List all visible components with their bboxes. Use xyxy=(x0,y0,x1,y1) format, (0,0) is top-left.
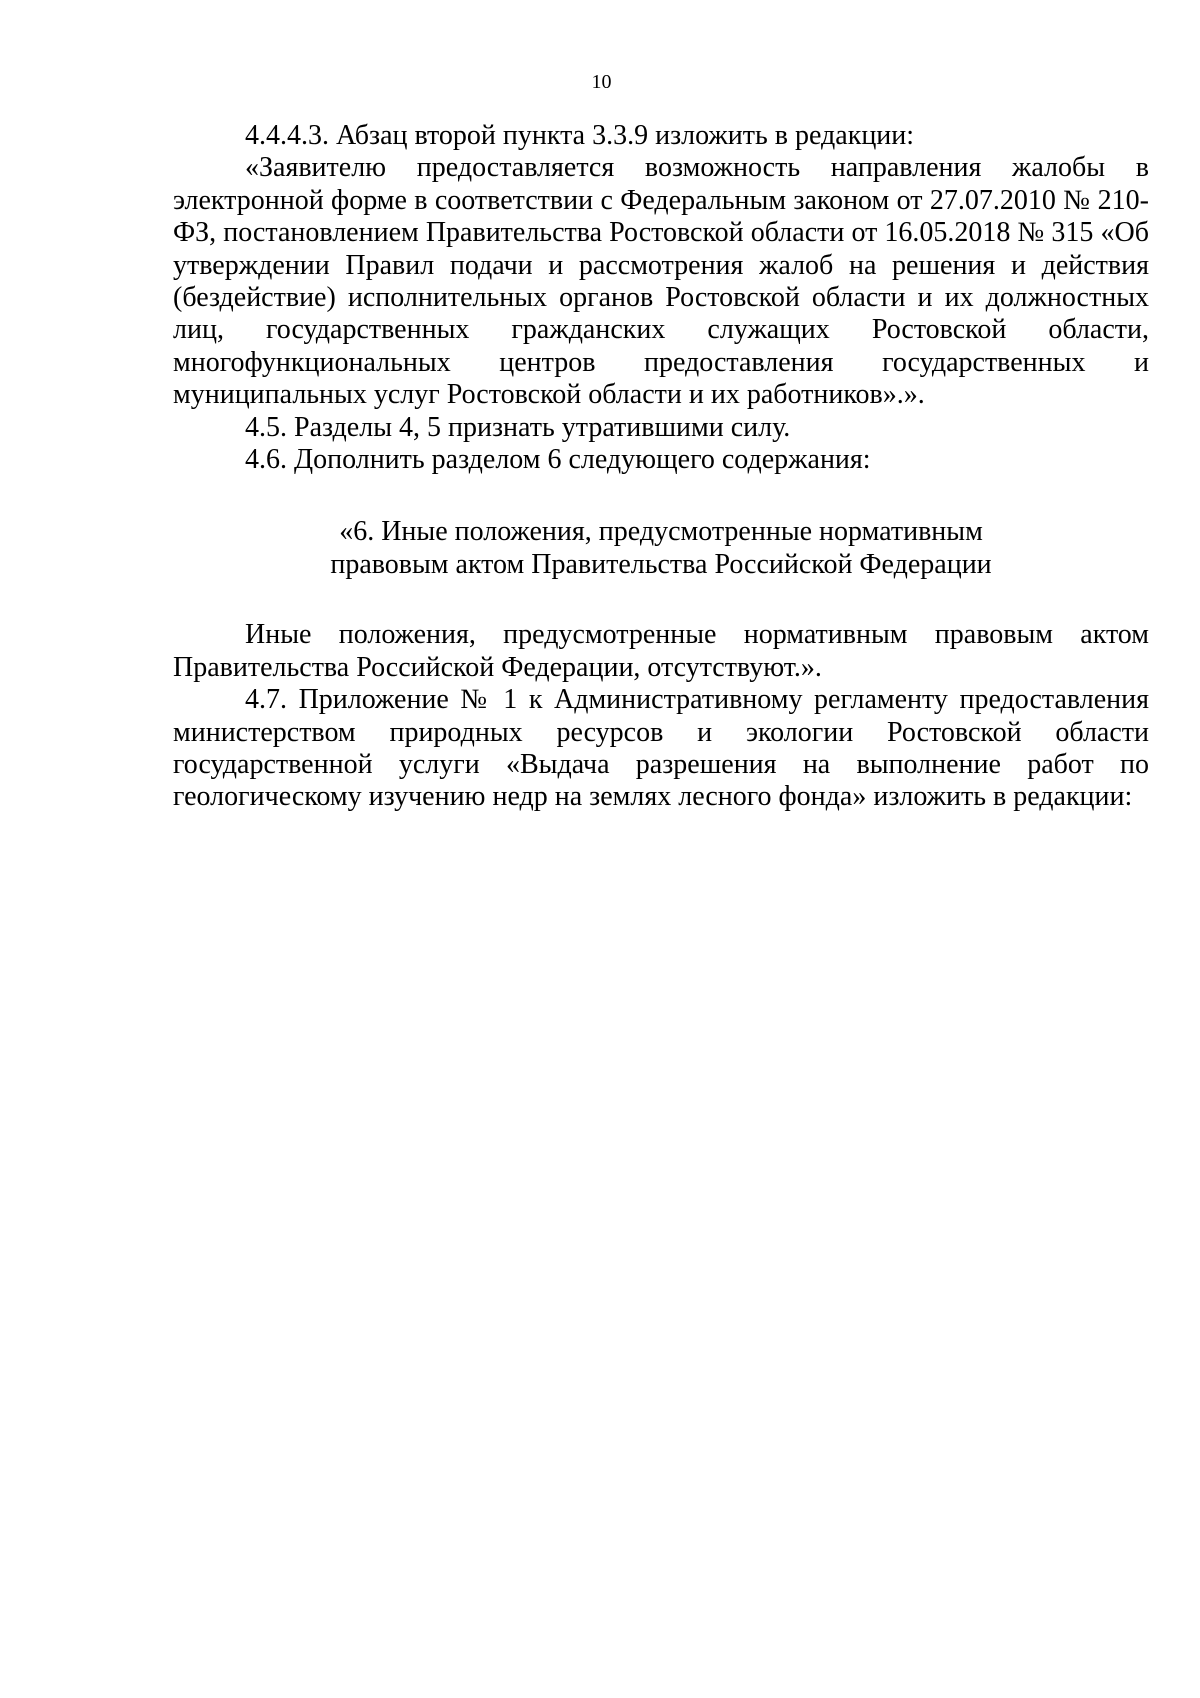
page-number: 10 xyxy=(591,71,612,93)
paragraph-4-6: 4.6. Дополнить разделом 6 следующего содержания: xyxy=(245,444,871,476)
document-body xyxy=(173,120,1149,814)
paragraph-complaint-text: «Заявителю предоставляется возможность направления жалобы в электронной форме в соответствии с Федеральным законом от 27.07.2010 № 210-ФЗ, постановлением Правительства Ростовской области от 16.05.2018 № 315 «Об утверждении Правил подачи и рассмотрения жалоб на решения и действия (бездействие) исполнительных органов Ростовской области и их должностных лиц, государственных гражданских служащих Ростовской области, многофункциональных центров предоставления государственных и муниципальных услуг Ростовской области и их работников».». xyxy=(173,152,1149,411)
paragraph-4-5: 4.5. Разделы 4, 5 признать утратившими силу. xyxy=(245,411,791,443)
section-6-heading-line-2: правовым актом Правительства Российской Федерации xyxy=(330,548,992,580)
paragraph-section-6-text: Иные положения, предусмотренные нормативным правовым актом Правительства Российской Федерации, отсутствуют.». xyxy=(173,619,1149,683)
paragraph-4-4-4-3: 4.4.4.3. Абзац второй пункта 3.3.9 изложить в редакции: xyxy=(245,120,915,151)
section-6-heading-line-1: «6. Иные положения, предусмотренные нормативным xyxy=(339,516,983,548)
section-6-heading xyxy=(173,516,1149,581)
paragraph-4-7: 4.7. Приложение № 1 к Административному регламенту предоставления министерством природных ресурсов и экологии Ростовской области государственной услуги «Выдача разрешения на выполнение работ по геологическому изучению недр на землях лесного фонда» изложить в редакции: xyxy=(173,684,1149,813)
